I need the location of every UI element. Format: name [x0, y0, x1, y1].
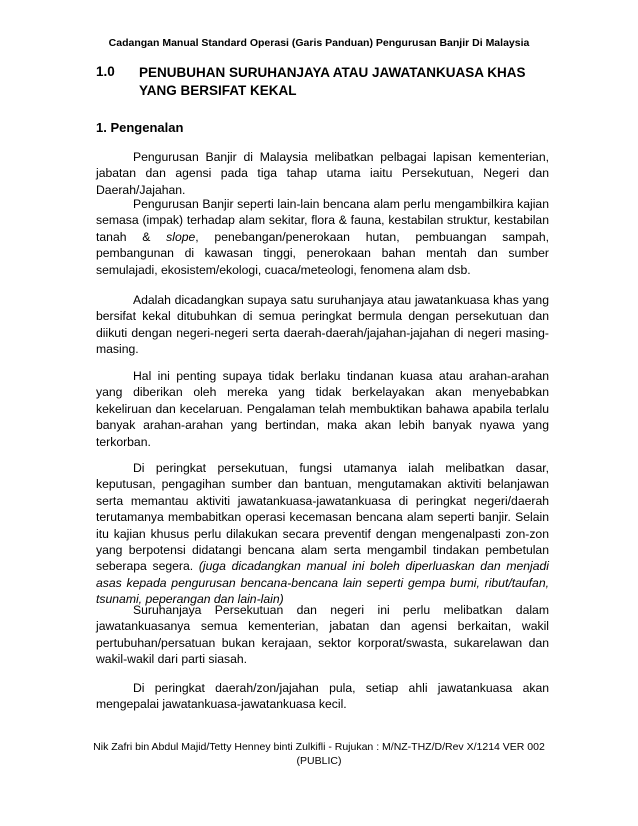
- paragraph-3: [96, 292, 549, 358]
- section-title: PENUBUHAN SURUHANJAYA ATAU JAWATANKUASA KHAS YANG BERSIFAT KEKAL: [139, 65, 526, 98]
- paragraph-4: [96, 368, 549, 450]
- paragraph-7: [96, 680, 549, 713]
- page-header: Cadangan Manual Standard Operasi (Garis Panduan) Pengurusan Banjir Di Malaysia: [108, 37, 530, 49]
- paragraph-1-text: Pengurusan Banjir di Malaysia melibatkan pelbagai lapisan kementerian, jabatan dan agensi pada tiga tahap utama iaitu Persekutuan, Negeri dan Daerah/Jajahan.: [96, 150, 549, 197]
- paragraph-7-text: Di peringkat daerah/zon/jajahan pula, setiap ahli jawatankuasa akan mengepalai jawatankuasa-jawatankuasa kecil.: [96, 681, 549, 712]
- paragraph-5-italic-note: (juga dicadangkan manual ini boleh diperluaskan dan menjadi asas kepada pengurusan bencana-bencana lain seperti gempa bumi, ribut/taufan, tsunami, peperangan dan lain-lain): [96, 559, 549, 607]
- paragraph-6-text: Suruhanjaya Persekutuan dan negeri ini perlu melibatkan dalam jawatankuasanya semua kementerian, jabatan dan agensi berkaitan, wakil pertubuhan/persatuan bukan kerajaan, sektor korporat/swasta, sukarelawan dan wakil-wakil dari parti siasah.: [96, 603, 549, 667]
- footer-reference: Nik Zafri bin Abdul Majid/Tetty Henney binti Zulkifli - Rujukan : M/NZ-THZ/D/Rev X/1214 VER 002: [93, 741, 545, 753]
- section-number: 1.0: [96, 64, 115, 79]
- paragraph-3-text: Adalah dicadangkan supaya satu suruhanjaya atau jawatankuasa khas yang bersifat kekal ditubuhkan di semua peringkat bermula dengan persekutuan dan diikuti dengan negeri-negeri serta daerah-daerah/jajahan-jajahan di negeri masing-masing.: [96, 293, 549, 357]
- page-footer: [0, 740, 638, 768]
- paragraph-4-text: Hal ini penting supaya tidak berlaku tindanan kuasa atau arahan-arahan yang diberikan oleh mereka yang tidak berkelayakan akan menyebabkan kekeliruan dan kecelaruan. Pengalaman telah membuktikan bahawa apabila terlalu banyak arahan-arahan yang bertindan, maka akan lebih banyak nyawa yang terkorban.: [96, 369, 549, 449]
- paragraph-5: [96, 460, 549, 608]
- subheading: 1. Pengenalan: [96, 120, 184, 135]
- paragraph-2-text-b: , penebangan/penerokaan hutan, pembuangan sampah, pembangunan di kawasan tinggi, penerokaan bahan mentah dan sumber semulajadi, ekosistem/ekologi, cuaca/meteologi, fenomena alam dsb.: [96, 229, 549, 277]
- paragraph-6: [96, 602, 549, 668]
- footer-classification: (PUBLIC): [296, 755, 342, 767]
- paragraph-2: [96, 196, 549, 278]
- paragraph-1: [96, 149, 549, 198]
- paragraph-2-slope: slope: [166, 229, 196, 244]
- paragraph-5-text: Di peringkat persekutuan, fungsi utamanya ialah melibatkan dasar, keputusan, pengagihan sumber dan bantuan, mengutamakan aktiviti belanjawan serta memantau aktiviti jawatankuasa-jawatankuasa di peringkat negeri/daerah terutamanya membabitkan operasi kecemasan bencana alam seperti banjir. Selain itu kajian khusus perlu dilakukan secara preventif dengan mengenalpasti zon-zon yang berpotensi didatangi bencana alam serta mengambil tindakan pembetulan seberapa segera.: [96, 461, 549, 574]
- paragraph-2-text-a: Pengurusan Banjir seperti lain-lain bencana alam perlu mengambilkira kajian semasa (impak) terhadap alam sekitar, flora & fauna, kestabilan struktur, kestabilan tanah &: [96, 197, 549, 244]
